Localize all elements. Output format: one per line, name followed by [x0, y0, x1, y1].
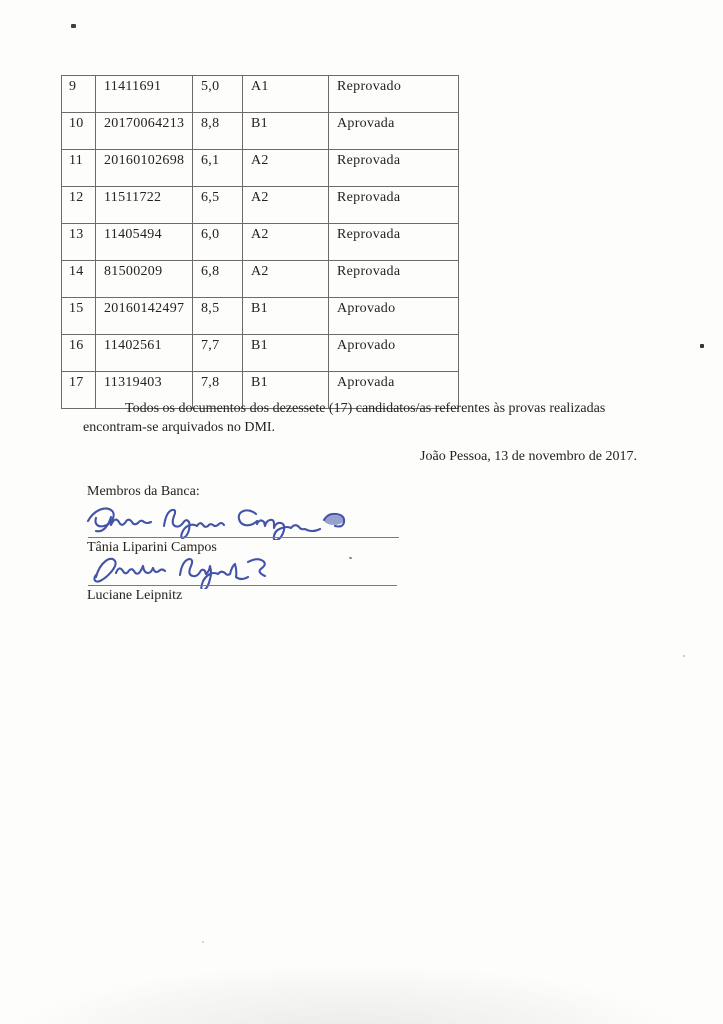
table-cell-result: Aprovada: [329, 113, 459, 150]
table-cell-grade: 6,5: [193, 187, 243, 224]
handwritten-signature-luciane: [88, 553, 290, 589]
table-cell-level: B1: [243, 335, 329, 372]
table-cell-level: A2: [243, 261, 329, 298]
table-cell-level: B1: [243, 372, 329, 409]
table-cell-id: 11319403: [96, 372, 193, 409]
table-cell-result: Reprovado: [329, 76, 459, 113]
table-cell-id: 20160102698: [96, 150, 193, 187]
table-cell-result: Reprovada: [329, 261, 459, 298]
scan-speck: [349, 557, 352, 559]
table-cell-num: 16: [62, 335, 96, 372]
table-cell-id: 11511722: [96, 187, 193, 224]
table-row: [62, 150, 459, 187]
handwritten-signature-tania: [84, 504, 356, 540]
table-cell-num: 10: [62, 113, 96, 150]
table-cell-num: 9: [62, 76, 96, 113]
table-cell-level: A2: [243, 224, 329, 261]
table-cell-result: Aprovado: [329, 335, 459, 372]
table-cell-num: 12: [62, 187, 96, 224]
committee-heading: Membros da Banca:: [87, 484, 200, 499]
table-cell-id: 11402561: [96, 335, 193, 372]
table-cell-grade: 6,8: [193, 261, 243, 298]
table-cell-id: 11411691: [96, 76, 193, 113]
table-row: [62, 335, 459, 372]
table-cell-grade: 6,1: [193, 150, 243, 187]
scan-speck: [683, 655, 685, 657]
table-cell-level: B1: [243, 298, 329, 335]
table-cell-num: 14: [62, 261, 96, 298]
table-cell-result: Aprovado: [329, 298, 459, 335]
scanner-shadow: [0, 952, 723, 1024]
table-cell-result: Reprovada: [329, 187, 459, 224]
table-cell-grade: 7,8: [193, 372, 243, 409]
table-row: [62, 298, 459, 335]
table-cell-grade: 5,0: [193, 76, 243, 113]
table-cell-id: 81500209: [96, 261, 193, 298]
table-cell-grade: 8,8: [193, 113, 243, 150]
table-cell-id: 11405494: [96, 224, 193, 261]
table-cell-num: 15: [62, 298, 96, 335]
scan-speck: [71, 24, 76, 28]
closing-paragraph: [83, 399, 638, 437]
table-cell-level: A2: [243, 187, 329, 224]
signer-name: Luciane Leipnitz: [87, 588, 183, 603]
scan-speck: [202, 941, 204, 943]
table-row: [62, 261, 459, 298]
table-cell-id: 20160142497: [96, 298, 193, 335]
results-table-body: [62, 76, 459, 409]
table-cell-grade: 7,7: [193, 335, 243, 372]
signer-name: Tânia Liparini Campos: [87, 540, 217, 555]
table-row: [62, 187, 459, 224]
table-cell-num: 13: [62, 224, 96, 261]
table-cell-result: Reprovada: [329, 224, 459, 261]
results-table: [61, 75, 459, 409]
scan-speck: [700, 344, 704, 348]
table-cell-result: Aprovada: [329, 372, 459, 409]
table-cell-grade: 8,5: [193, 298, 243, 335]
table-row: [62, 76, 459, 113]
table-cell-grade: 6,0: [193, 224, 243, 261]
date-line: João Pessoa, 13 de novembro de 2017.: [420, 449, 637, 464]
table-row: [62, 224, 459, 261]
signature-line: [88, 585, 397, 586]
table-cell-id: 20170064213: [96, 113, 193, 150]
paragraph-line: Todos os documentos dos dezessete (17) candidatos/as referentes às provas realizadas: [125, 401, 606, 416]
table-cell-num: 11: [62, 150, 96, 187]
table-cell-level: B1: [243, 113, 329, 150]
table-cell-level: A2: [243, 150, 329, 187]
table-cell-level: A1: [243, 76, 329, 113]
table-cell-num: 17: [62, 372, 96, 409]
signature-line: [88, 537, 399, 538]
table-row: [62, 113, 459, 150]
paragraph-line: encontram-se arquivados no DMI.: [83, 420, 276, 435]
table-cell-result: Reprovada: [329, 150, 459, 187]
